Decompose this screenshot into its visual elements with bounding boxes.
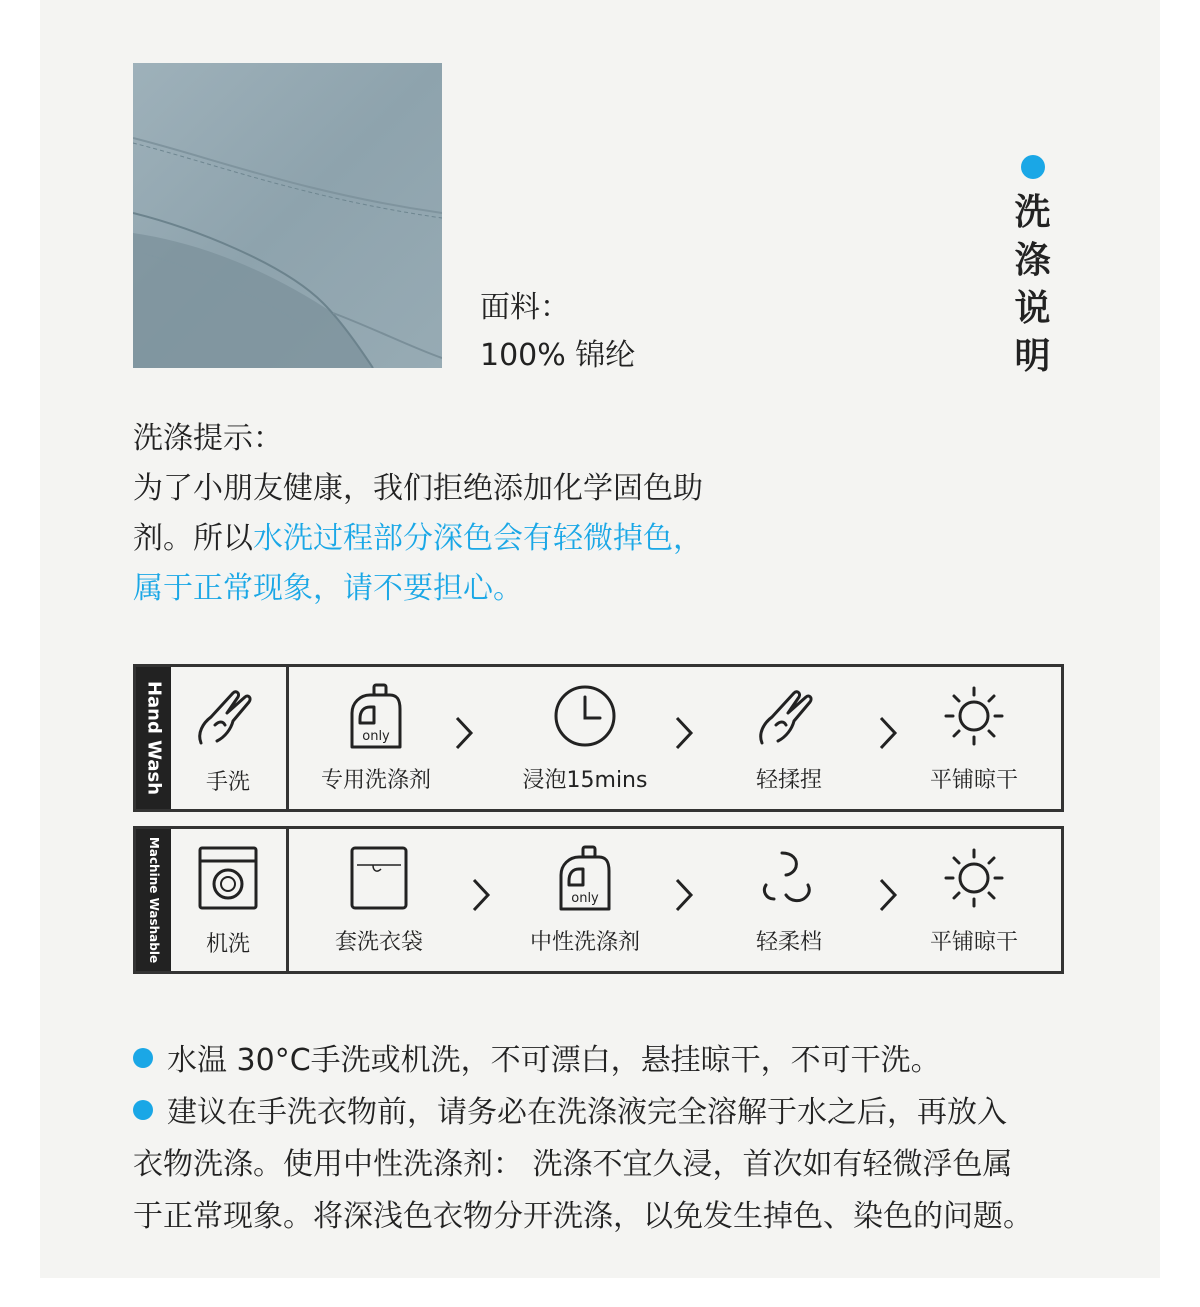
hand-wash-tab-label: Hand Wash xyxy=(143,680,164,796)
step-label: 平铺晾干 xyxy=(929,930,1018,955)
chevron-right-icon xyxy=(674,877,694,913)
machine-wash-tab-label: Machine Washable xyxy=(146,836,161,964)
only-text: only xyxy=(362,729,390,744)
side-title-char: 涤 xyxy=(1014,240,1051,281)
hand-icon xyxy=(754,683,824,753)
machine-step-dry xyxy=(889,829,1059,971)
chevron-right-icon xyxy=(471,877,491,913)
hand-step-soak xyxy=(500,667,670,809)
step-label: 专用洗涤剂 xyxy=(320,768,431,793)
hand-step-detergent xyxy=(291,667,461,809)
machine-wash-step xyxy=(143,829,313,971)
side-title xyxy=(1010,155,1055,381)
hand-wash-step xyxy=(143,667,313,809)
only-text: only xyxy=(571,891,599,906)
machine-step-bag xyxy=(294,829,464,971)
machine-step-detergent xyxy=(500,829,670,971)
note-text: 水温 30°C手洗或机洗，不可漂白，悬挂晾干，不可干洗。 xyxy=(167,1043,941,1078)
fabric-label: 面料： xyxy=(480,290,570,325)
side-title-char: 说 xyxy=(1014,288,1051,329)
side-title-char: 明 xyxy=(1014,336,1051,377)
note-item xyxy=(133,1087,1123,1139)
bullet-icon xyxy=(133,1100,153,1120)
tips-line: 为了小朋友健康，我们拒绝添加化学固色助 xyxy=(133,471,703,506)
tips-highlight: 水洗过程部分深色会有轻微掉色， xyxy=(253,521,703,556)
washing-tips xyxy=(133,414,793,614)
machine-wash-row xyxy=(133,826,1064,974)
step-label: 浸泡15mins xyxy=(522,768,648,793)
accent-dot-icon xyxy=(1021,155,1045,179)
note-text: 建议在手洗衣物前，请务必在洗涤液完全溶解于水之后，再放入 xyxy=(167,1095,1007,1130)
step-label: 轻柔档 xyxy=(755,930,822,955)
note-text: 于正常现象。将深浅色衣物分开洗涤，以免发生掉色、染色的问题。 xyxy=(133,1199,1033,1234)
hand-wash-label: 手洗 xyxy=(205,770,250,795)
tips-line xyxy=(133,514,793,564)
hand-icon xyxy=(193,683,263,753)
hand-step-knead xyxy=(704,667,874,809)
bullet-icon xyxy=(133,1048,153,1068)
step-label: 套洗衣袋 xyxy=(334,930,423,955)
tips-heading: 洗涤提示： xyxy=(133,421,283,456)
washing-machine-icon xyxy=(197,845,259,911)
step-label: 中性洗涤剂 xyxy=(529,930,640,955)
step-label: 平铺晾干 xyxy=(929,768,1018,793)
fabric-photo xyxy=(133,63,442,368)
step-label: 轻揉捏 xyxy=(755,768,822,793)
fabric-composition xyxy=(480,284,635,380)
hand-wash-row xyxy=(133,664,1064,812)
side-title-char: 洗 xyxy=(1014,192,1051,233)
note-text: 衣物洗涤。使用中性洗涤剂： 洗涤不宜久浸，首次如有轻微浮色属 xyxy=(133,1147,1013,1182)
tips-text: 剂。所以 xyxy=(133,521,253,556)
detergent-bottle-icon xyxy=(346,683,406,753)
sun-icon xyxy=(941,683,1007,749)
machine-wash-method xyxy=(171,829,289,971)
gentle-cycle-icon xyxy=(756,845,822,911)
chevron-right-icon xyxy=(674,715,694,751)
note-item xyxy=(133,1035,1123,1087)
machine-wash-label: 机洗 xyxy=(205,932,250,957)
hand-wash-method xyxy=(171,667,289,809)
hand-step-dry xyxy=(889,667,1059,809)
clock-icon xyxy=(552,683,618,749)
machine-step-gentle xyxy=(704,829,874,971)
fabric-value: 100% 锦纶 xyxy=(480,338,636,373)
detergent-bottle-icon xyxy=(555,845,615,915)
tips-highlight: 属于正常现象，请不要担心。 xyxy=(133,571,523,606)
laundry-bag-icon xyxy=(349,845,409,911)
sun-icon xyxy=(941,845,1007,911)
care-notes xyxy=(133,1035,1123,1243)
chevron-right-icon xyxy=(454,715,474,751)
